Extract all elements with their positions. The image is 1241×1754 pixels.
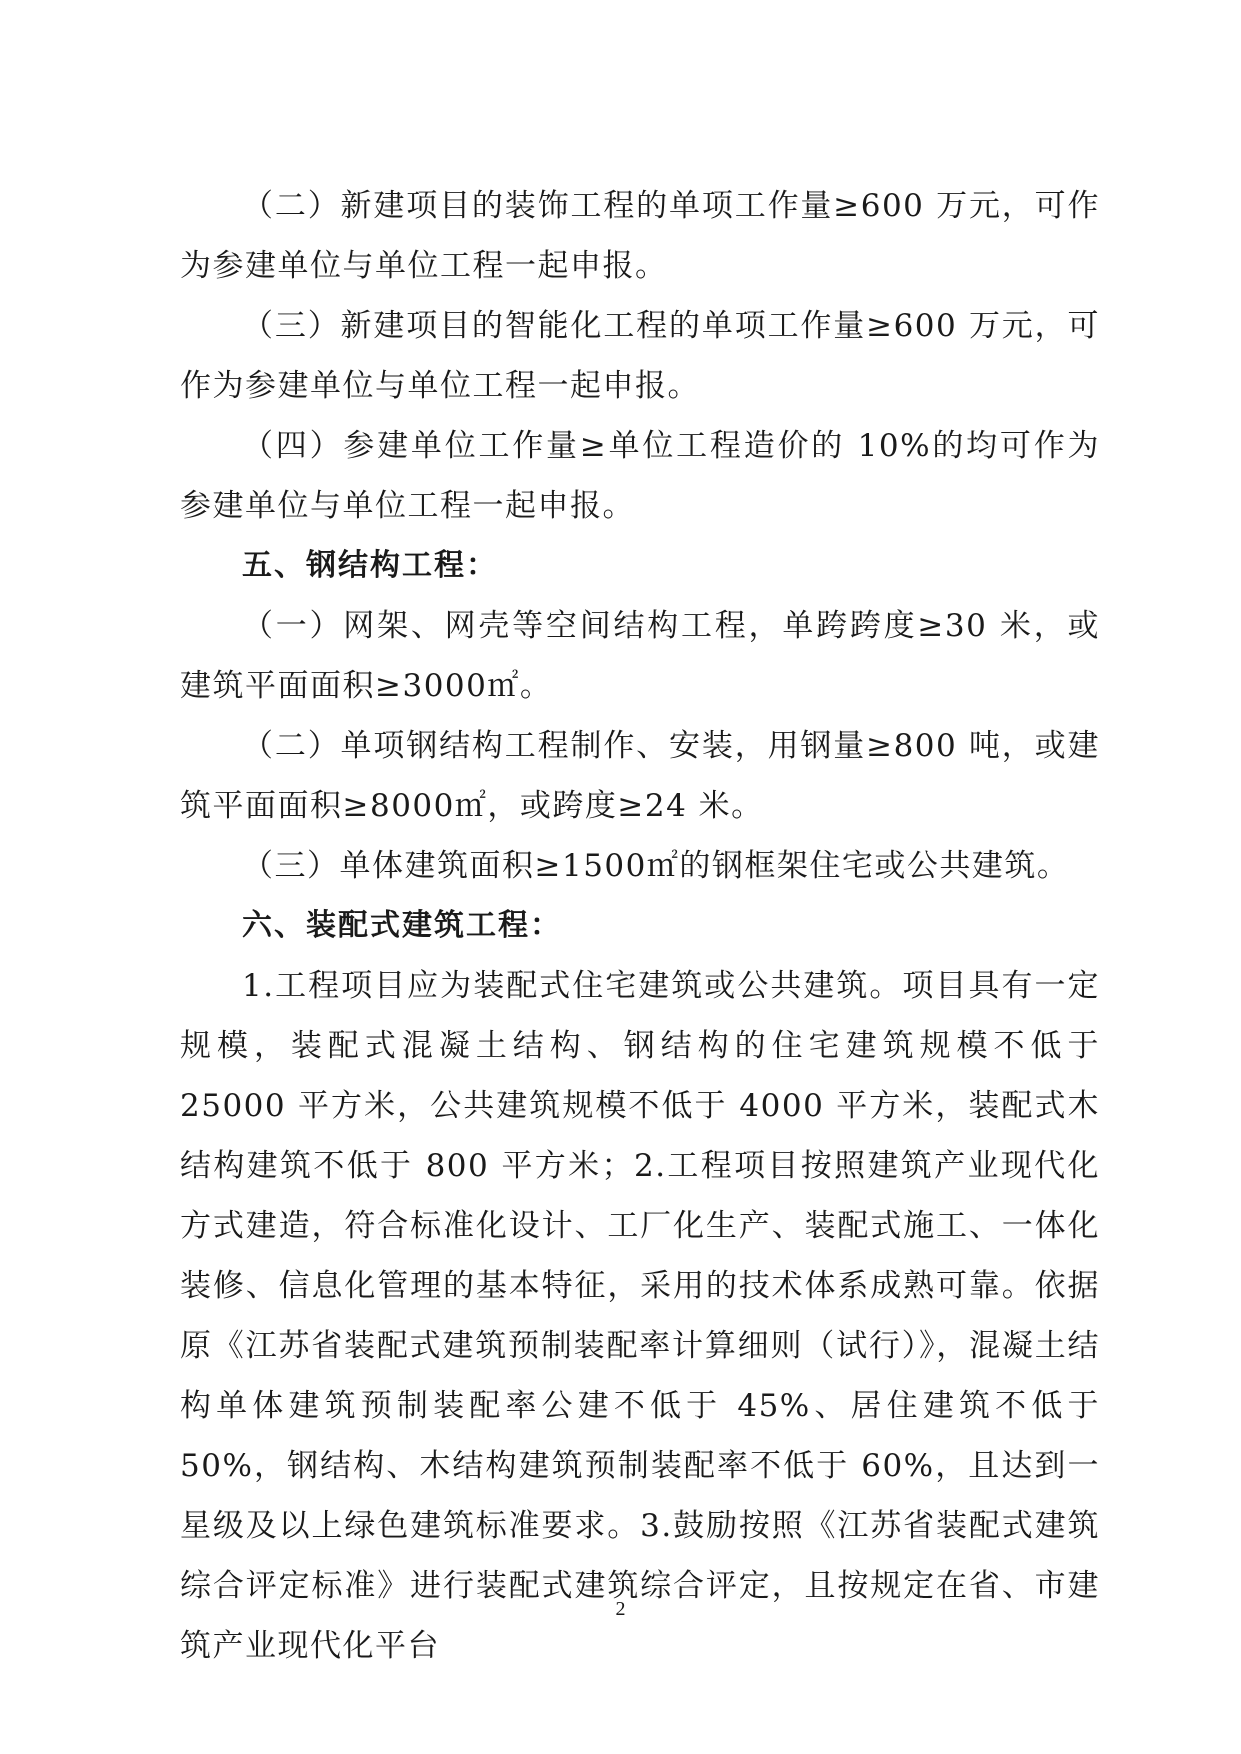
section-heading-steel-structure: 五、钢结构工程： — [242, 548, 498, 583]
page-number: 2 — [615, 1598, 626, 1620]
paragraph-intelligent-project: （三）新建项目的智能化工程的单项工作量≥600 万元，可作为参建单位与单位工程一起申报。 — [180, 308, 1100, 404]
paragraph-space-structure: （一）网架、网壳等空间结构工程，单跨跨度≥30 米，或建筑平面面积≥3000㎡。 — [180, 608, 1100, 704]
paragraph-participating-unit: （四）参建单位工作量≥单位工程造价的 10%的均可作为参建单位与单位工程一起申报。 — [180, 428, 1100, 524]
paragraph-prefab-requirements: 1.工程项目应为装配式住宅建筑或公共建筑。项目具有一定规模，装配式混凝土结构、钢结构的住宅建筑规模不低于 25000 平方米，公共建筑规模不低于 4000 平方米，装配式木结构建筑不低于 800 平方米；2.工程项目按照建筑产业现代化方式建造，符合标准化设计、工厂化生产、装配式施工、一体化装修、信息化管理的基本特征，采用的技术体系成熟可靠。依据原《江苏省装配式建筑预制装配率计算细则（试行）》，混凝土结构单体建筑预制装配率公建不低于 45%、居住建筑不低于 50%，钢结构、木结构建筑预制装配率不低于 60%，且达到一星级及以上绿色建筑标准要求。3.鼓励按照《江苏省装配式建筑综合评定标准》进行装配式建筑综合评定，且按规定在省、市建筑产业现代化平台 — [180, 968, 1100, 1664]
paragraph-decoration-project: （二）新建项目的装饰工程的单项工作量≥600 万元，可作为参建单位与单位工程一起申报。 — [180, 188, 1100, 284]
document-body — [180, 176, 1100, 1676]
paragraph-steel-fabrication: （二）单项钢结构工程制作、安装，用钢量≥800 吨，或建筑平面面积≥8000㎡，或跨度≥24 米。 — [180, 728, 1100, 824]
paragraph-steel-frame-building: （三）单体建筑面积≥1500㎡的钢框架住宅或公共建筑。 — [242, 848, 1070, 884]
section-heading-prefab-building: 六、装配式建筑工程： — [242, 908, 562, 943]
